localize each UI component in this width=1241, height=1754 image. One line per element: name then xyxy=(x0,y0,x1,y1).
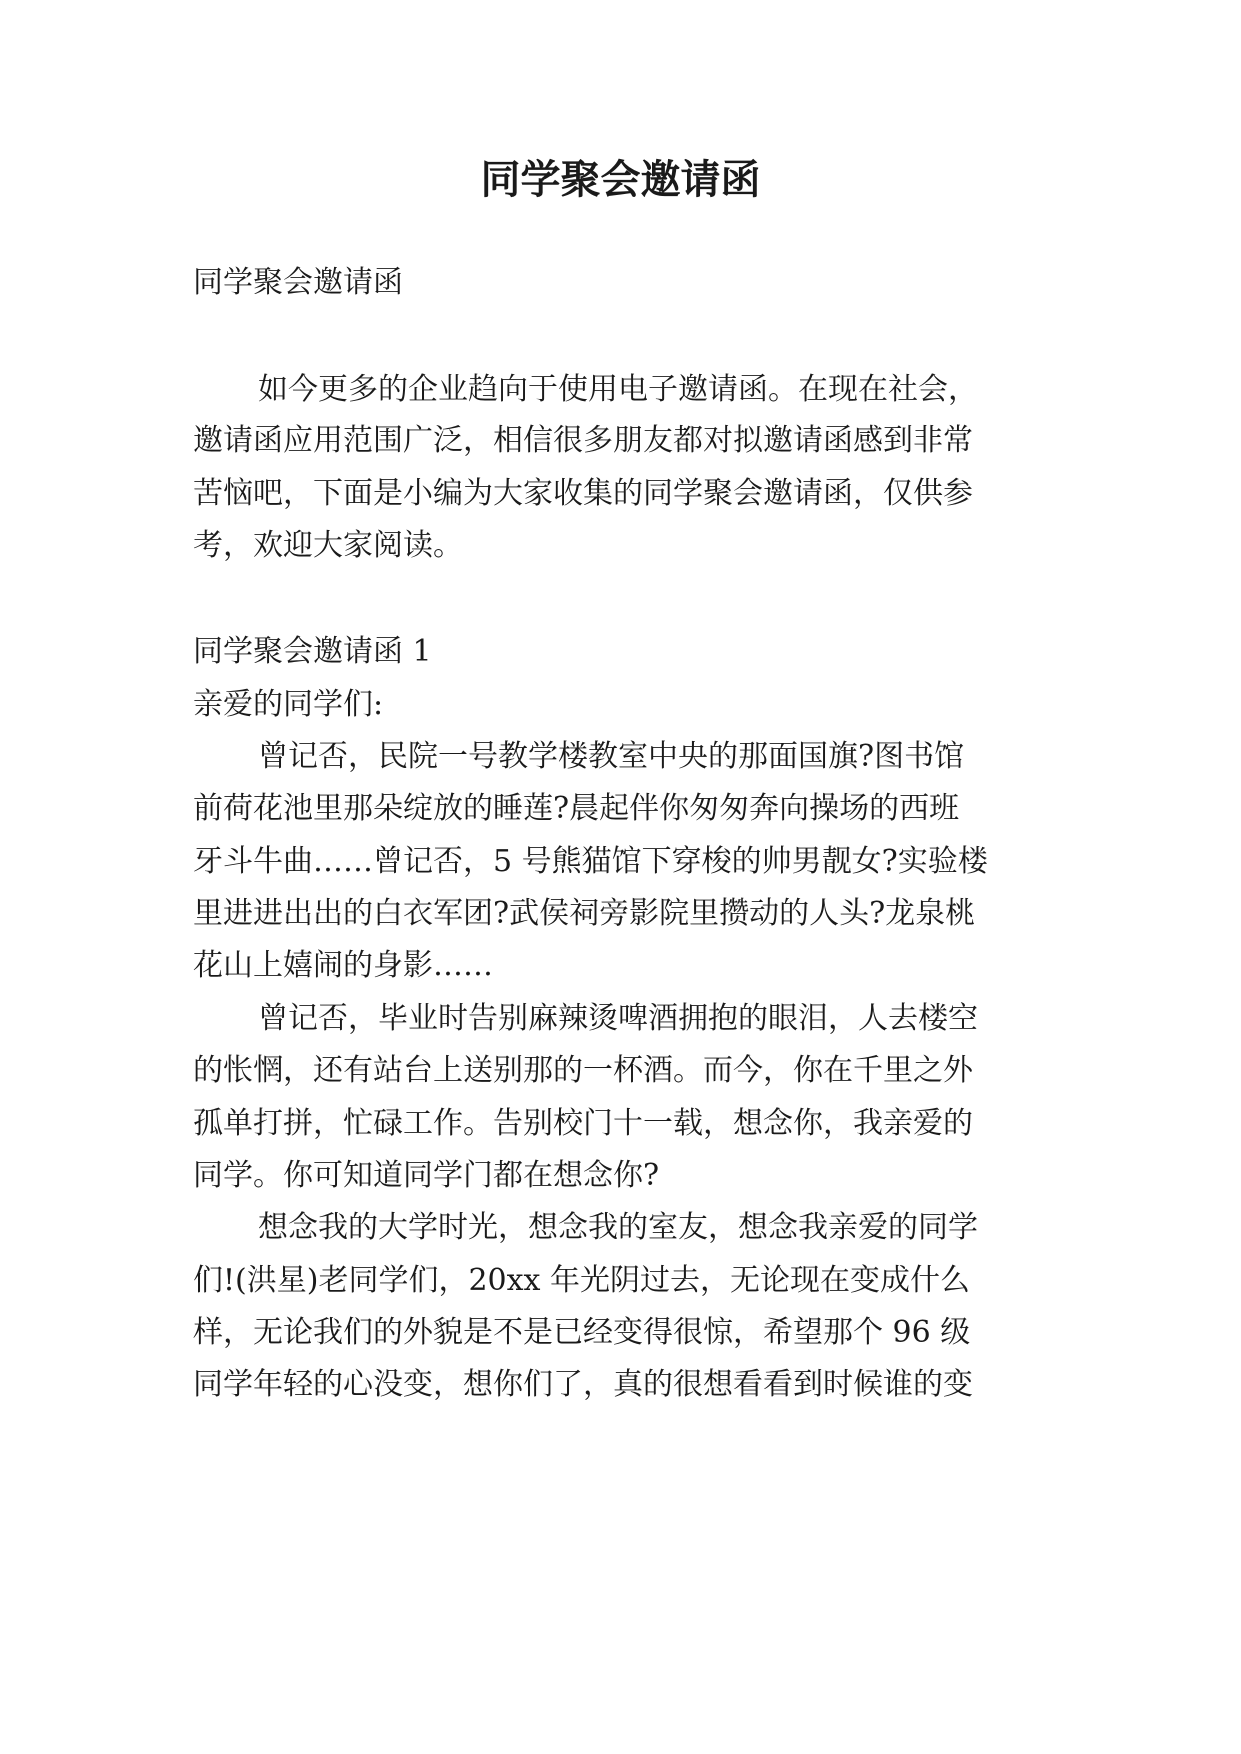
body-line-11: 们!(洪星)老同学们，20xx 年光阴过去，无论现在变成什么 xyxy=(193,1263,971,1298)
intro-line-1: 如今更多的企业趋向于使用电子邀请函。在现在社会， xyxy=(258,372,978,407)
body-line-12: 样，无论我们的外貌是不是已经变得很惊，希望那个 96 级 xyxy=(193,1315,971,1350)
body-line-2: 前荷花池里那朵绽放的睡莲?晨起伴你匆匆奔向操场的西班 xyxy=(193,791,960,826)
body-line-4: 里进进出出的白衣军团?武侯祠旁影院里攒动的人头?龙泉桃 xyxy=(193,896,976,931)
intro-line-3: 苦恼吧，下面是小编为大家收集的同学聚会邀请函，仅供参 xyxy=(193,476,973,511)
body-line-8: 孤单打拼，忙碌工作。告别校门十一载，想念你，我亲爱的 xyxy=(193,1106,973,1141)
document-heading: 同学聚会邀请函 xyxy=(193,265,403,300)
salutation: 亲爱的同学们: xyxy=(193,687,384,722)
intro-line-2: 邀请函应用范围广泛，相信很多朋友都对拟邀请函感到非常 xyxy=(193,423,973,458)
body-line-10: 想念我的大学时光，想念我的室友，想念我亲爱的同学 xyxy=(258,1210,978,1245)
document-title: 同学聚会邀请函 xyxy=(480,156,761,203)
body-line-3: 牙斗牛曲……曾记否，5 号熊猫馆下穿梭的帅男靓女?实验楼 xyxy=(193,844,988,879)
section-title: 同学聚会邀请函 1 xyxy=(193,634,432,669)
body-line-7: 的怅惘，还有站台上送别那的一杯酒。而今，你在千里之外 xyxy=(193,1053,973,1088)
body-line-5: 花山上嬉闹的身影…… xyxy=(193,948,493,983)
body-line-9: 同学。你可知道同学门都在想念你? xyxy=(193,1158,660,1193)
body-line-6: 曾记否，毕业时告别麻辣烫啤酒拥抱的眼泪，人去楼空 xyxy=(258,1001,978,1036)
intro-line-4: 考，欢迎大家阅读。 xyxy=(193,528,463,563)
body-line-13: 同学年轻的心没变，想你们了，真的很想看看到时候谁的变 xyxy=(193,1367,973,1402)
body-line-1: 曾记否，民院一号教学楼教室中央的那面国旗?图书馆 xyxy=(258,739,965,774)
